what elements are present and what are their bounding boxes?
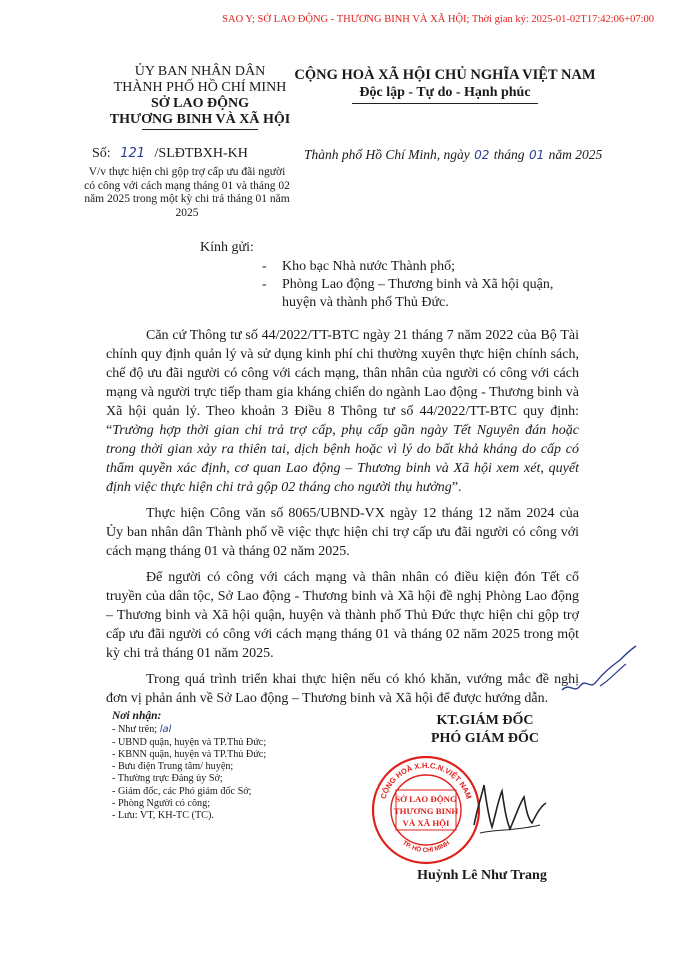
noi-nhan-first: - Như trên; xyxy=(112,724,158,736)
agency-line-3: SỞ LAO ĐỘNG xyxy=(150,96,249,111)
initials-mark xyxy=(560,640,640,700)
handwritten-doc-number: 121 xyxy=(120,146,146,161)
place-and-date xyxy=(304,147,604,163)
svg-text:THƯƠNG BINH: THƯƠNG BINH xyxy=(393,806,459,816)
role-line-1: KT.GIÁM ĐỐC xyxy=(436,713,534,728)
noi-nhan-item: - Lưu: VT, KH-TC (TC). xyxy=(112,810,214,822)
nation-title: CỘNG HOÀ XÃ HỘI CHỦ NGHĨA VIỆT NAM xyxy=(294,67,596,83)
noi-nhan-item: - Thường trực Đảng ủy Sở; xyxy=(112,773,223,785)
doc-number-label: Số: xyxy=(92,146,111,161)
p1-quote: Trường hợp thời gian chi trả trợ cấp, phụ cấp gần ngày Tết Nguyên đán hoặc trong thời gian xảy ra thiên tai, dịch bệnh hoặc vì lý do bất khả kháng do cấp có thẩm quyền xác định, cơ quan Lao động – Thương binh và Xã hội xem xét, quyết định việc thực hiện chi trả gộp 02 tháng cho người thụ hưởng xyxy=(106,423,579,495)
body-paragraph-3: Để người có công với cách mạng và thân nhân có điều kiện đón Tết cổ truyền của dân tộc, Sở Lao động - Thương binh và Xã hội đề nghị Phòng Lao động – Thương binh và Xã hội quận, huyện và thành phố Thủ Đức thực hiện chi gộp trợ cấp ưu đãi người có công với cách mạng tháng 01 và tháng 02 năm 2025 trong một kỳ chi trả tháng 01 năm 2025. xyxy=(106,570,579,661)
handwritten-month: 01 xyxy=(528,148,545,162)
official-seal xyxy=(370,754,482,866)
document-body xyxy=(106,326,579,715)
document-summary: V/v thực hiện chi gộp trợ cấp ưu đãi người có công với cách mạng tháng 01 và tháng 02 năm 2025 trong một kỳ chi trả tháng 01 năm 2025 xyxy=(84,166,290,219)
digital-copy-stamp: SAO Y; SỞ LAO ĐỘNG - THƯƠNG BINH VÀ XÃ HỘI; Thời gian ký: 2025-01-02T17:42:06+07:00 xyxy=(222,14,654,25)
p1-text: Căn cứ Thông tư số 44/2022/TT-BTC ngày 21 tháng 7 năm 2022 của Bộ Tài chính quy định quản lý và sử dụng kinh phí chi thường xuyên thực hiện chính sách, chế độ ưu đãi người có công với cách mạng, thân nhân của người có công với cách mạng và người trực tiếp tham gia kháng chiến do ngành Lao động - Thương binh và Xã hội quản lý. Theo khoản 3 Điều 8 Thông tư số 44/2022/TT-BTC quy định: “ xyxy=(106,328,579,438)
body-paragraph-4: Trong quá trình triển khai thực hiện nếu có khó khăn, vướng mắc đề nghị đơn vị phản ánh về Sở Lao động – Thương binh và Xã hội để được hướng dẫn. xyxy=(106,672,579,706)
agency-line-2: THÀNH PHỐ HỒ CHÍ MINH xyxy=(113,80,287,95)
svg-text:VÀ XÃ HỘI: VÀ XÃ HỘI xyxy=(402,818,450,828)
national-header xyxy=(290,66,600,104)
recipients-list xyxy=(262,258,582,312)
place-date-prefix: Thành phố Hồ Chí Minh, ngày xyxy=(304,147,470,162)
document-number xyxy=(92,146,248,162)
agency-underline xyxy=(142,129,258,130)
month-label: tháng xyxy=(493,147,525,162)
noi-nhan-item: - Bưu điện Trung tâm/ huyện; xyxy=(112,761,234,773)
p1-end: ”. xyxy=(451,480,462,495)
body-paragraph-1 xyxy=(106,326,579,497)
recipient-text: Kho bạc Nhà nước Thành phố; xyxy=(282,259,455,274)
recipient-item xyxy=(262,258,582,276)
doc-number-suffix: /SLĐTBXH-KH xyxy=(154,146,248,161)
agency-line-4: THƯƠNG BINH VÀ XÃ HỘI xyxy=(109,112,291,127)
noi-nhan-item: - Giám đốc, các Phó giám đốc Sở; xyxy=(112,785,252,797)
bullet-dash: - xyxy=(262,277,267,292)
noi-nhan-item: - UBND quận, huyện và TP.Thủ Đức; xyxy=(112,736,267,748)
noi-nhan-item: - KBNN quận, huyện và TP.Thủ Đức; xyxy=(112,748,267,760)
recipient-item xyxy=(262,276,582,312)
recipients-label: Kính gửi: xyxy=(200,240,254,255)
recipient-text: Phòng Lao động – Thương binh và Xã hội quận, huyện và thành phố Thủ Đức. xyxy=(282,277,554,310)
noi-nhan-item xyxy=(112,724,372,736)
noi-nhan-title: Nơi nhận: xyxy=(112,710,162,722)
handwritten-day: 02 xyxy=(474,148,490,162)
svg-text:TP. HỒ CHÍ MINH: TP. HỒ CHÍ MINH xyxy=(400,839,452,855)
signature-role xyxy=(395,712,575,748)
year-text: năm 2025 xyxy=(548,147,603,162)
handwritten-initial: lal xyxy=(159,724,172,736)
national-motto: Độc lập - Tự do - Hạnh phúc xyxy=(359,85,531,100)
agency-line-1: ỦY BAN NHÂN DÂN xyxy=(134,64,266,79)
handwritten-signature xyxy=(470,775,550,845)
body-paragraph-2: Thực hiện Công văn số 8065/UBND-VX ngày 12 tháng 12 năm 2024 của Ủy ban nhân dân Thành phố về việc thực hiện chi trợ cấp ưu đãi người có công với cách mạng tháng 01 và tháng 02 năm 2025. xyxy=(106,506,579,559)
svg-text:SỞ LAO ĐỘNG: SỞ LAO ĐỘNG xyxy=(395,794,457,804)
bullet-dash: - xyxy=(262,259,267,274)
svg-text:CỘNG HOÀ X.H.C.N.VIỆT NAM: CỘNG HOÀ X.H.C.N.VIỆT NAM xyxy=(378,760,474,801)
signer-name: Huỳnh Lê Như Trang xyxy=(417,868,547,883)
issuing-agency-header xyxy=(80,64,320,130)
noi-nhan-item: - Phòng Người có công; xyxy=(112,798,211,810)
noi-nhan-block xyxy=(112,710,372,823)
motto-underline xyxy=(352,103,538,104)
role-line-2: PHÓ GIÁM ĐỐC xyxy=(430,731,540,746)
